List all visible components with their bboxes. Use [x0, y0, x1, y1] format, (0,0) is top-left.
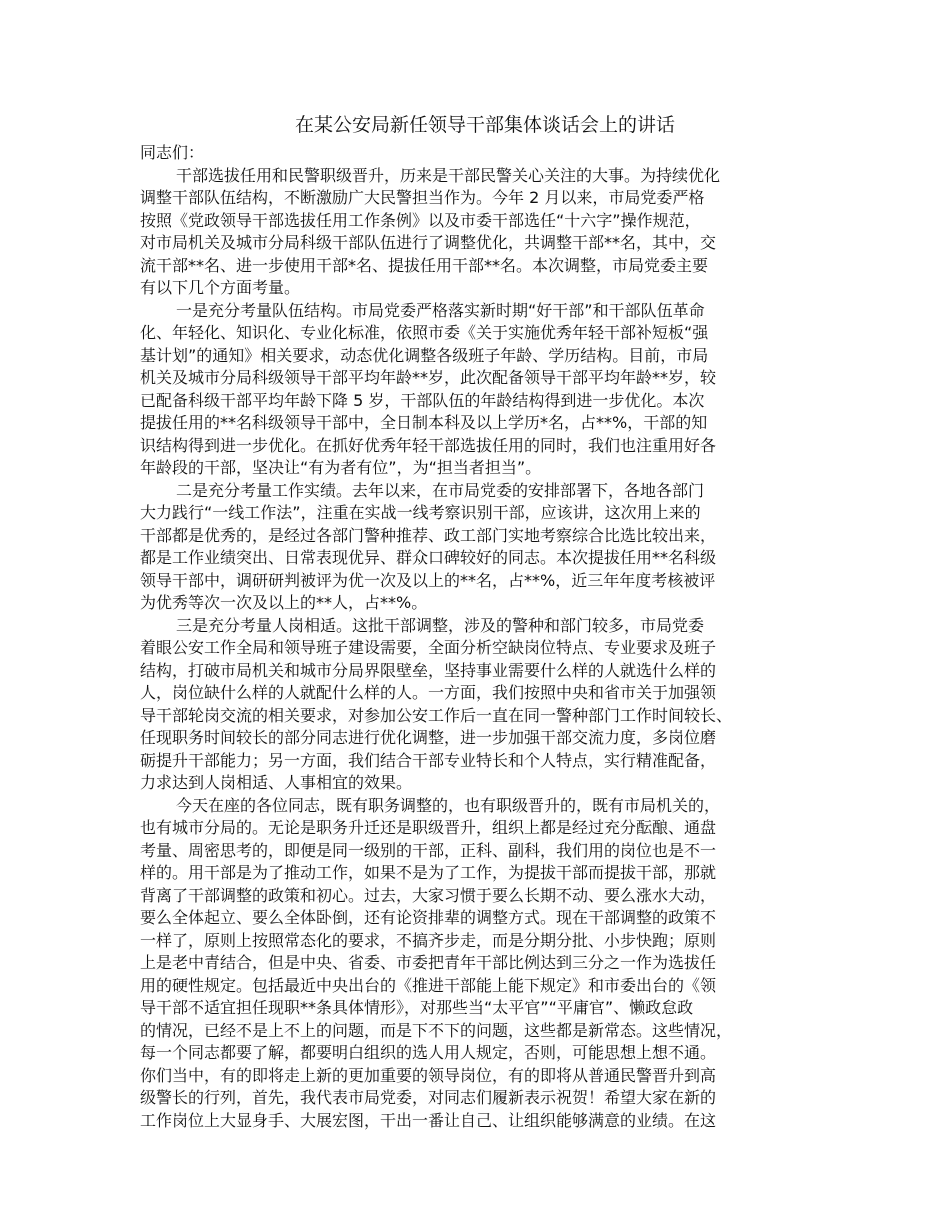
- text-line: 已配备科级干部平均年龄下降 5 岁，干部队伍的年龄结构得到进一步优化。本次: [140, 390, 705, 410]
- text-line: 导干部不适宜担任现职**条具体情形》，对那些当“太平官”“平庸官”、懒政怠政: [140, 998, 694, 1017]
- document-page: [140, 110, 830, 1132]
- text-line: 都是工作业绩突出、日常表现优异、群众口碑较好的同志。本次提拔任用**名科级: [140, 548, 717, 567]
- text-line: 流干部**名、进一步使用干部*名、提拔任用干部**名。本次调整，市局党委主要: [140, 255, 709, 275]
- text-line: 样的。用干部是为了推动工作，如果不是为了工作，为提拔干部而提拔干部，那就: [140, 863, 717, 882]
- text-line: 调整干部队伍结构，不断激励广大民警担当作为。今年 2 月以来，市局党委严格: [140, 188, 705, 207]
- text-line: 的情况，已经不是上不上的问题，而是下不下的问题，这些都是新常态。这些情况，: [140, 1020, 733, 1040]
- text-line: 你们当中，有的即将走上新的更加重要的领导岗位，有的即将从普通民警晋升到高: [140, 1065, 717, 1085]
- text-line: 年龄段的干部，坚决让“有为者有位”，为“担当者担当”。: [140, 458, 542, 477]
- text-line: 上是老中青结合，但是中央、省委、市委把青年干部比例达到三分之一作为选拔任: [140, 953, 717, 972]
- text-line: 砺提升干部能力；另一方面，我们结合干部专业特长和个人特点，实行精准配备，: [140, 750, 717, 770]
- text-line: 结构，打破市局机关和城市分局界限壁垒，坚持事业需要什么样的人就选什么样的: [140, 660, 717, 680]
- text-line: 导干部轮岗交流的相关要求，对参加公安工作后一直在同一警种部门工作时间较长、: [140, 705, 733, 725]
- text-line: 今天在座的各位同志，既有职务调整的，也有职级晋升的，既有市局机关的，: [176, 795, 721, 815]
- text-line: 级警长的行列，首先，我代表市局党委，对同志们履新表示祝贺！希望大家在新的: [140, 1088, 717, 1107]
- text-line: 机关及城市分局科级领导干部平均年龄**岁，此次配备领导干部平均年龄**岁，较: [140, 368, 717, 387]
- text-line: 力求达到人岗相适、人事相宜的效果。: [140, 773, 413, 792]
- text-line: 基计划”的通知》相关要求，动态优化调整各级班子年龄、学历结构。目前，市局: [140, 345, 709, 365]
- text-line: 背离了干部调整的政策和初心。过去，大家习惯于要么长期不动、要么涨水大动，: [140, 885, 717, 905]
- text-line: 按照《党政领导干部选拔任用工作条例》以及市委干部选任“十六字”操作规范，: [140, 210, 701, 230]
- text-line: 一是充分考量队伍结构。市局党委严格落实新时期“好干部”和干部队伍革命: [176, 300, 705, 320]
- document-title: 在某公安局新任领导干部集体谈话会上的讲话: [294, 114, 675, 136]
- salutation: 同志们：: [140, 143, 205, 162]
- text-line: 每一个同志都要了解，都要明白组织的选人用人规定，否则，可能思想上想不通。: [140, 1043, 717, 1062]
- text-line: 大力践行“一线工作法”，注重在实战一线考察识别干部，应该讲，这次用上来的: [140, 503, 701, 522]
- text-line: 着眼公安工作全局和领导班子建设需要，全面分析空缺岗位特点、专业要求及班子: [140, 638, 717, 657]
- text-line: 考量、周密思考的，即便是同一级别的干部，正科、副科，我们用的岗位也是不一: [140, 840, 717, 860]
- text-line: 三是充分考量人岗相适。这批干部调整，涉及的警种和部门较多，市局党委: [176, 615, 705, 635]
- text-line: 提拔任用的**名科级领导干部中，全日制本科及以上学历*名，占**%，干部的知: [140, 413, 708, 432]
- text-line: 用的硬性规定。包括最近中央出台的《推进干部能上能下规定》和市委出台的《领: [140, 975, 717, 995]
- text-line: 要么全体起立、要么全体卧倒，还有论资排辈的调整方式。现在干部调整的政策不: [140, 908, 717, 927]
- text-line: 领导干部中，调研研判被评为优一次及以上的**名，占**%，近三年年度考核被评: [140, 570, 716, 590]
- text-line: 工作岗位上大显身手、大展宏图，干出一番让自己、让组织能够满意的业绩。在这: [140, 1110, 717, 1130]
- text-line: 干部都是优秀的，是经过各部门警种推荐、政工部门实地考察综合比选比较出来，: [140, 525, 717, 545]
- text-line: 任现职务时间较长的部分同志进行优化调整，进一步加强干部交流力度，多岗位磨: [140, 728, 717, 747]
- text-line: 人，岗位缺什么样的人就配什么样的人。一方面，我们按照中央和省市关于加强领: [140, 683, 717, 702]
- text-line: 干部选拔任用和民警职级晋升，历来是干部民警关心关注的大事。为持续优化: [176, 165, 721, 185]
- text-line: 二是充分考量工作实绩。去年以来，在市局党委的安排部署下，各地各部门: [176, 480, 705, 500]
- text-line: 一样了，原则上按照常态化的要求，不搞齐步走，而是分期分批、小步快跑；原则: [140, 930, 717, 950]
- text-line: 对市局机关及城市分局科级干部队伍进行了调整优化，共调整干部**名，其中，交: [140, 233, 717, 252]
- text-line: 有以下几个方面考量。: [140, 278, 301, 297]
- document-body: [140, 142, 830, 1132]
- text-line: 也有城市分局的。无论是职务升迁还是职级晋升，组织上都是经过充分酝酿、通盘: [140, 818, 717, 837]
- text-line: 为优秀等次一次及以上的**人，占**%。: [140, 593, 428, 612]
- text-line: 识结构得到进一步优化。在抓好优秀年轻干部选拔任用的同时，我们也注重用好各: [140, 435, 717, 455]
- text-line: 化、年轻化、知识化、专业化标准，依照市委《关于实施优秀年轻干部补短板“强: [140, 323, 709, 342]
